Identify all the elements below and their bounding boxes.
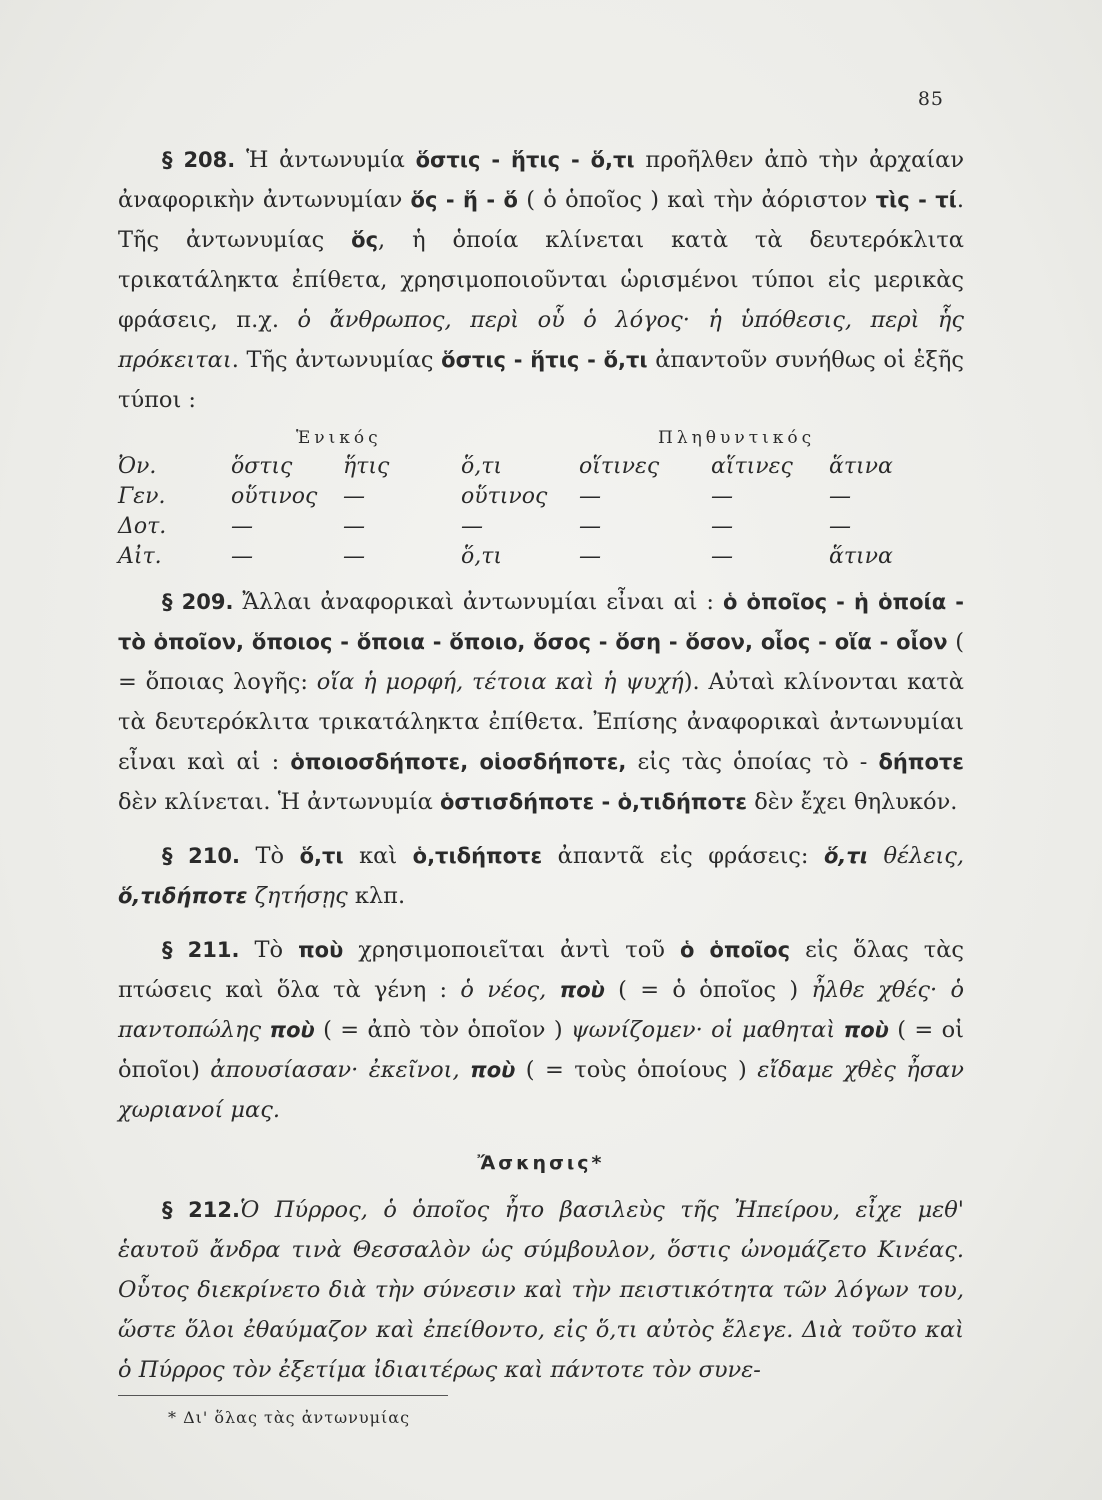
table-cell: ὅ,τι xyxy=(461,544,503,569)
table-cell: ὅ,τι xyxy=(461,454,503,479)
table-cell: — xyxy=(461,514,483,539)
bold-term: ὁστισδήποτε - ὁ,τιδήποτε xyxy=(440,790,748,814)
bold-term: ὅστις - ἥτις - ὅ,τι xyxy=(441,348,648,372)
footnote-divider xyxy=(118,1395,448,1396)
paragraph-211 xyxy=(118,930,964,1130)
section-number: § 209. xyxy=(162,590,234,614)
table-cell: Ὀν. xyxy=(118,454,157,479)
table-cell: — xyxy=(829,484,851,509)
exercise-text: Ὁ Πύρρος, ὁ ὁποῖος ἦτο βασιλεὺς τῆς Ἠπείρου, εἶχε μεθ' ἑαυτοῦ ἄνδρα τινὰ Θεσσαλὸν ὡς σύμβουλον, ὅστις ὠνομάζετο Κινέας. Οὗτος διεκρίνετο διὰ τὴν σύνεσιν καὶ τὴν πειστικότητα τῶν λόγων του, ὥστε ὅλοι ἐθαύμαζον καὶ ἐπείθοντο, εἰς ὅ,τι αὐτὸς ἔλεγε. Διὰ τοῦτο καὶ ὁ Πύρρος τὸν ἐξετίμα ἰδιαιτέρως καὶ πάντοτε τὸν συνε- xyxy=(118,1197,964,1383)
table-cell: — xyxy=(231,514,253,539)
bold-example: ὅ,τι xyxy=(823,844,868,868)
text: δὲν ἔχει θηλυκόν. xyxy=(747,789,958,815)
table-cell: Δοτ. xyxy=(118,514,167,539)
bold-term: ποὺ xyxy=(298,938,344,962)
bold-term: τὶς - τί xyxy=(875,188,957,212)
table-cell: — xyxy=(231,544,253,569)
section-number: § 210. xyxy=(162,844,240,868)
table-cell: — xyxy=(579,514,601,539)
table-cell: οὕτινος xyxy=(461,484,548,509)
declension-column-headers xyxy=(118,424,964,452)
table-cell: — xyxy=(579,484,601,509)
text: ( ὁ ὁποῖος ) καὶ τὴν ἀόριστον xyxy=(517,187,876,213)
text: , ἡ ὁποία κλίνεται κατὰ τὰ δευτερόκλιτα τρικατάληκτα ἐπίθετα, χρησιμοποιοῦνται ὡρισμένοι τύποι εἰς μερικὰς φράσεις, π.χ. xyxy=(118,227,965,333)
table-cell: — xyxy=(711,544,733,569)
text: εἰς τὰς ὁποίας τὸ - xyxy=(626,749,879,775)
section-number: § 212. xyxy=(162,1198,240,1222)
example-text: θέλεις, xyxy=(867,843,964,869)
bold-term: δήποτε xyxy=(878,750,964,774)
table-cell: οἵτινες xyxy=(579,454,660,479)
example-text: οἵα ἡ μορφή, τέτοια καὶ ἡ ψυχή xyxy=(316,669,684,695)
text: ( = τοὺς ὁποίους ) xyxy=(515,1057,758,1083)
bold-example: ποὺ xyxy=(843,1018,889,1042)
bold-example: ὅ,τιδήποτε xyxy=(118,884,248,908)
table-cell: Αἰτ. xyxy=(118,544,162,569)
text: προῆλθεν ἀπὸ τὴν ἀρχαίαν ἀναφορικὴν ἀντωνυμίαν xyxy=(118,147,965,213)
example-text: ζητήσῃς xyxy=(247,883,348,909)
bold-term: ὅστις - ἥτις - ὅ,τι xyxy=(415,148,635,172)
footnote: * Δι' ὅλας τὰς ἀντωνυμίας xyxy=(168,1408,411,1427)
text: χρησιμοποιεῖται ἀντὶ τοῦ xyxy=(343,937,680,963)
table-cell: — xyxy=(343,544,365,569)
text: δὲν κλίνεται. Ἡ ἀντωνυμία xyxy=(118,789,440,815)
table-cell: — xyxy=(579,544,601,569)
text: ( = ἀπὸ τὸν ὁποῖον ) xyxy=(314,1017,571,1043)
paragraph-210 xyxy=(118,836,964,916)
table-cell: — xyxy=(829,514,851,539)
bold-example: ποὺ xyxy=(269,1018,315,1042)
text: καὶ xyxy=(343,843,413,869)
bold-term: ὁ ὁποῖος - ἡ ὁποία - τὸ ὁποῖον, ὅποιος - ὅποια - ὅποιο, ὅσος - ὅση - ὅσον, οἷος - οἵα - οἷον xyxy=(118,590,964,654)
declension-table xyxy=(118,452,929,572)
text: ( = ὁ ὁποῖος ) xyxy=(604,977,812,1003)
table-cell: ἥτις xyxy=(343,454,390,479)
table-row xyxy=(118,482,929,512)
singular-header: Ἑνικός xyxy=(296,428,382,448)
text: κλπ. xyxy=(347,883,406,909)
table-cell: ἅτινα xyxy=(829,544,893,569)
text: . Τῆς ἀντωνυμίας xyxy=(118,187,964,253)
text: . Τῆς ἀντωνυμίας xyxy=(231,347,442,373)
bold-term: ὁποιοσδήποτε, οἱοσδήποτε, xyxy=(290,750,627,774)
paragraph-208 xyxy=(118,140,964,420)
bold-term: ὅ,τι xyxy=(299,844,344,868)
example-text: εἴδαμε χθὲς ἦσαν χωριανοί μας. xyxy=(118,1057,964,1123)
table-cell: οὕτινος xyxy=(231,484,318,509)
bold-term: ὁ,τιδήποτε xyxy=(412,844,543,868)
example-text: ἦλθε χθές· ὁ παντοπώλης xyxy=(118,977,965,1043)
text: ἀπαντοῦν συνήθως οἱ ἑξῆς τύποι : xyxy=(118,347,964,413)
bold-term: ὅς xyxy=(351,228,379,252)
example-text: ὁ νέος, xyxy=(460,977,560,1003)
table-row xyxy=(118,512,929,542)
table-row xyxy=(118,542,929,572)
text: Ἄλλαι ἀναφορικαὶ ἀντωνυμίαι εἶναι αἱ : xyxy=(242,589,723,615)
text: Τὸ xyxy=(255,843,300,869)
bold-term: ὅς - ἥ - ὅ xyxy=(410,188,518,212)
bold-term: ὁ ὁποῖος xyxy=(679,938,791,962)
text: ( = οἱ ὁποῖοι) xyxy=(118,1017,964,1083)
paragraph-212 xyxy=(118,1190,964,1390)
exercise-heading: Ἄσκησις* xyxy=(477,1152,605,1174)
example-text: ψωνίζομεν· οἱ μαθηταὶ xyxy=(570,1017,844,1043)
table-cell: ἅτινα xyxy=(829,454,893,479)
section-number: § 211. xyxy=(162,938,240,962)
page-number: 85 xyxy=(917,88,944,110)
example-text: ἀπουσίασαν· ἐκεῖνοι, xyxy=(210,1057,471,1083)
text: Τὸ xyxy=(254,937,299,963)
table-row xyxy=(118,452,929,482)
table-cell: αἵτινες xyxy=(711,454,793,479)
example-text: ὁ ἄνθρωπος, περὶ οὗ ὁ λόγος· ἡ ὑπόθεσις, περὶ ἧς πρόκειται xyxy=(118,307,964,373)
table-cell: Γεν. xyxy=(118,484,166,509)
table-cell: ὅστις xyxy=(231,454,293,479)
text: ( = ὅποιας λογῆς: xyxy=(118,629,965,695)
table-cell: — xyxy=(343,514,365,539)
bold-example: ποὺ xyxy=(470,1058,516,1082)
text: ). Αὐταὶ κλίνονται κατὰ τὰ δευτερόκλιτα τρικατάληκτα ἐπίθετα. Ἐπίσης ἀναφορικαὶ ἀντωνυμίαι εἶναι καὶ αἱ : xyxy=(118,669,964,775)
text: ἀπαντᾶ εἰς φράσεις: xyxy=(542,843,824,869)
plural-header: Πληθυντικός xyxy=(658,428,816,448)
bold-example: ποὺ xyxy=(559,978,605,1002)
declension-table-block xyxy=(118,424,964,572)
text: Ἡ ἀντωνυμία xyxy=(246,147,416,173)
text: εἰς ὅλας τὰς πτώσεις καὶ ὅλα τὰ γένη : xyxy=(118,937,965,1003)
paragraph-209 xyxy=(118,582,964,822)
table-cell: — xyxy=(711,484,733,509)
page-body xyxy=(118,140,964,1390)
section-number: § 208. xyxy=(162,148,236,172)
table-cell: — xyxy=(711,514,733,539)
table-cell: — xyxy=(343,484,365,509)
